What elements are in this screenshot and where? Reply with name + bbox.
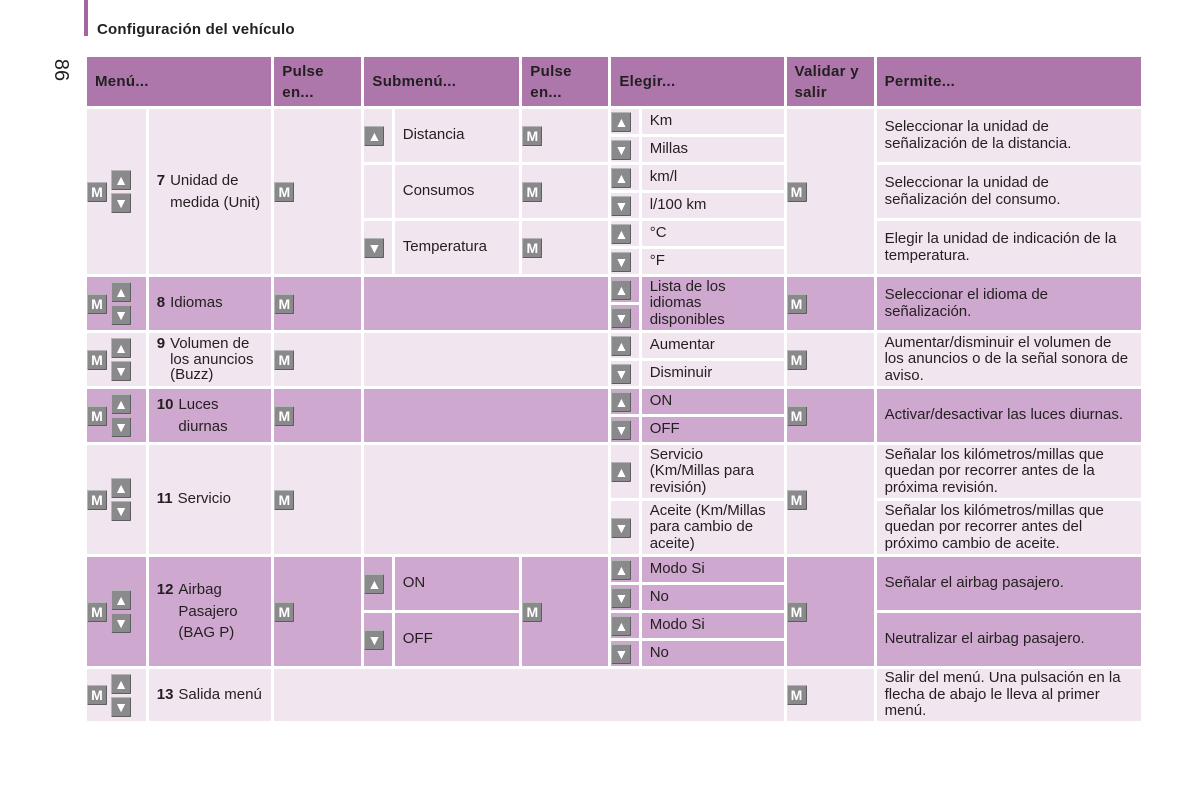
arrow-down-key-icon: ▼ — [611, 644, 631, 664]
choice-label: No — [642, 585, 784, 610]
menu-keys — [87, 674, 131, 717]
choice-label: Servicio (Km/Millas para revisión) — [642, 445, 784, 498]
arrow-up-key-icon: ▲ — [611, 168, 631, 188]
section-accent-bar — [84, 0, 88, 36]
choice-label: Millas — [642, 137, 784, 162]
m-key-icon: M — [274, 490, 294, 510]
choice-label: Disminuir — [642, 361, 784, 386]
table-header-row — [87, 57, 1141, 106]
arrow-down-key-icon: ▼ — [364, 238, 384, 258]
arrow-up-key-icon: ▲ — [111, 338, 131, 358]
arrow-down-key-icon: ▼ — [111, 613, 131, 633]
choice-label: Lista de los idiomas disponibles — [642, 277, 784, 330]
description: Señalar los kilómetros/millas que quedan por recorrer antes del próximo cambio de aceite. — [877, 501, 1141, 554]
arrow-down-key-icon: ▼ — [611, 364, 631, 384]
submenu-label: Temperatura — [395, 221, 520, 274]
menu-number: 7 — [156, 171, 166, 189]
section-title: Configuración del vehículo — [97, 21, 295, 38]
arrow-up-key-icon: ▲ — [611, 560, 631, 580]
choice-label: OFF — [642, 417, 784, 442]
arrow-down-key-icon: ▼ — [611, 140, 631, 160]
arrow-up-key-icon: ▲ — [611, 224, 631, 244]
arrow-down-key-icon: ▼ — [611, 588, 631, 608]
table-row — [87, 277, 1141, 302]
choice-label: l/100 km — [642, 193, 784, 218]
menu-label: Servicio — [177, 490, 231, 508]
m-key-icon: M — [274, 294, 294, 314]
menu-number: 13 — [156, 686, 174, 704]
arrow-up-key-icon: ▲ — [364, 574, 384, 594]
arrow-up-key-icon: ▲ — [611, 280, 631, 300]
choice-label: km/l — [642, 165, 784, 190]
menu-label: Idiomas — [170, 294, 223, 312]
choice-label: Aceite (Km/Millas para cambio de aceite) — [642, 501, 784, 554]
arrow-up-key-icon: ▲ — [111, 170, 131, 190]
m-key-icon: M — [522, 602, 542, 622]
arrow-up-key-icon: ▲ — [111, 674, 131, 694]
choice-label: °F — [642, 249, 784, 274]
col-header-submenu: Submenú... — [364, 57, 519, 106]
arrow-down-key-icon: ▼ — [611, 252, 631, 272]
arrow-up-key-icon: ▲ — [611, 462, 631, 482]
menu-label: Unidad de medida (Unit) — [170, 171, 261, 211]
col-header-validate: Validar y salir — [787, 57, 874, 106]
col-header-menu: Menú... — [87, 57, 271, 106]
arrow-down-key-icon: ▼ — [611, 518, 631, 538]
choice-label: Km — [642, 109, 784, 134]
arrow-down-key-icon: ▼ — [111, 697, 131, 717]
description: Neutralizar el airbag pasajero. — [877, 613, 1141, 666]
arrow-down-key-icon: ▼ — [111, 305, 131, 325]
arrow-down-key-icon: ▼ — [111, 417, 131, 437]
arrow-up-key-icon: ▲ — [111, 282, 131, 302]
menu-label: Luces diurnas — [178, 395, 228, 435]
arrow-down-key-icon: ▼ — [111, 361, 131, 381]
menu-keys — [87, 590, 131, 633]
arrow-down-key-icon: ▼ — [364, 630, 384, 650]
table-row — [87, 109, 1141, 134]
choice-label: ON — [642, 389, 784, 414]
menu-label: Salida menú — [178, 686, 262, 704]
choice-label: No — [642, 641, 784, 666]
description: Activar/desactivar las luces diurnas. — [877, 389, 1141, 442]
choice-label: Aumentar — [642, 333, 784, 358]
description: Aumentar/disminuir el volumen de los anuncios o de la señal sonora de aviso. — [877, 333, 1141, 386]
table-row — [87, 333, 1141, 358]
arrow-down-key-icon: ▼ — [611, 196, 631, 216]
arrow-down-key-icon: ▼ — [611, 308, 631, 328]
m-key-icon: M — [87, 294, 107, 314]
m-key-icon: M — [274, 182, 294, 202]
settings-menu-table — [84, 54, 1144, 724]
description: Señalar el airbag pasajero. — [877, 557, 1141, 610]
menu-number: 10 — [156, 395, 174, 413]
m-key-icon: M — [522, 126, 542, 146]
col-header-allows: Permite... — [877, 57, 1141, 106]
menu-label: Volumen de los anuncios (Buzz) — [170, 334, 254, 384]
arrow-up-key-icon: ▲ — [111, 478, 131, 498]
m-key-icon: M — [87, 350, 107, 370]
menu-keys — [87, 338, 131, 381]
col-header-press-2: Pulse en... — [522, 57, 608, 106]
col-header-choose: Elegir... — [611, 57, 783, 106]
description: Salir del menú. Una pulsación en la flecha de abajo le lleva al primer menú. — [877, 669, 1141, 721]
m-key-icon: M — [87, 490, 107, 510]
table-row — [87, 557, 1141, 582]
m-key-icon: M — [787, 294, 807, 314]
submenu-label: Consumos — [395, 165, 520, 218]
m-key-icon: M — [274, 406, 294, 426]
submenu-label: OFF — [395, 613, 520, 666]
menu-number: 9 — [156, 334, 166, 352]
m-key-icon: M — [87, 602, 107, 622]
arrow-up-key-icon: ▲ — [111, 394, 131, 414]
menu-keys — [87, 478, 131, 521]
m-key-icon: M — [274, 350, 294, 370]
m-key-icon: M — [787, 182, 807, 202]
description: Seleccionar el idioma de señalización. — [877, 277, 1141, 330]
description: Seleccionar la unidad de señalización del consumo. — [877, 165, 1141, 218]
table-row — [87, 389, 1141, 414]
m-key-icon: M — [522, 238, 542, 258]
menu-keys — [87, 170, 131, 213]
m-key-icon: M — [87, 182, 107, 202]
page-number: 86 — [50, 58, 72, 82]
menu-keys — [87, 394, 131, 437]
choice-label: °C — [642, 221, 784, 246]
col-header-press-1: Pulse en... — [274, 57, 361, 106]
arrow-up-key-icon: ▲ — [364, 126, 384, 146]
m-key-icon: M — [87, 406, 107, 426]
choice-label: Modo Si — [642, 613, 784, 638]
submenu-label: Distancia — [395, 109, 520, 162]
m-key-icon: M — [787, 685, 807, 705]
description: Seleccionar la unidad de señalización de la distancia. — [877, 109, 1141, 162]
arrow-up-key-icon: ▲ — [611, 336, 631, 356]
menu-label: Airbag Pasajero (BAG P) — [178, 580, 238, 642]
submenu-label: ON — [395, 557, 520, 610]
m-key-icon: M — [274, 602, 294, 622]
arrow-up-key-icon: ▲ — [111, 590, 131, 610]
table-row — [87, 445, 1141, 498]
m-key-icon: M — [787, 350, 807, 370]
table-row — [87, 669, 1141, 721]
arrow-up-key-icon: ▲ — [611, 616, 631, 636]
m-key-icon: M — [787, 490, 807, 510]
m-key-icon: M — [787, 602, 807, 622]
menu-number: 8 — [156, 294, 166, 312]
arrow-down-key-icon: ▼ — [111, 501, 131, 521]
menu-number: 12 — [156, 580, 174, 598]
description: Señalar los kilómetros/millas que quedan por recorrer antes de la próxima revisión. — [877, 445, 1141, 498]
m-key-icon: M — [787, 406, 807, 426]
arrow-up-key-icon: ▲ — [611, 392, 631, 412]
description: Elegir la unidad de indicación de la temperatura. — [877, 221, 1141, 274]
menu-number: 11 — [156, 490, 173, 508]
arrow-up-key-icon: ▲ — [611, 112, 631, 132]
choice-label: Modo Si — [642, 557, 784, 582]
menu-keys — [87, 282, 131, 325]
arrow-down-key-icon: ▼ — [111, 193, 131, 213]
m-key-icon: M — [87, 685, 107, 705]
arrow-down-key-icon: ▼ — [611, 420, 631, 440]
m-key-icon: M — [522, 182, 542, 202]
